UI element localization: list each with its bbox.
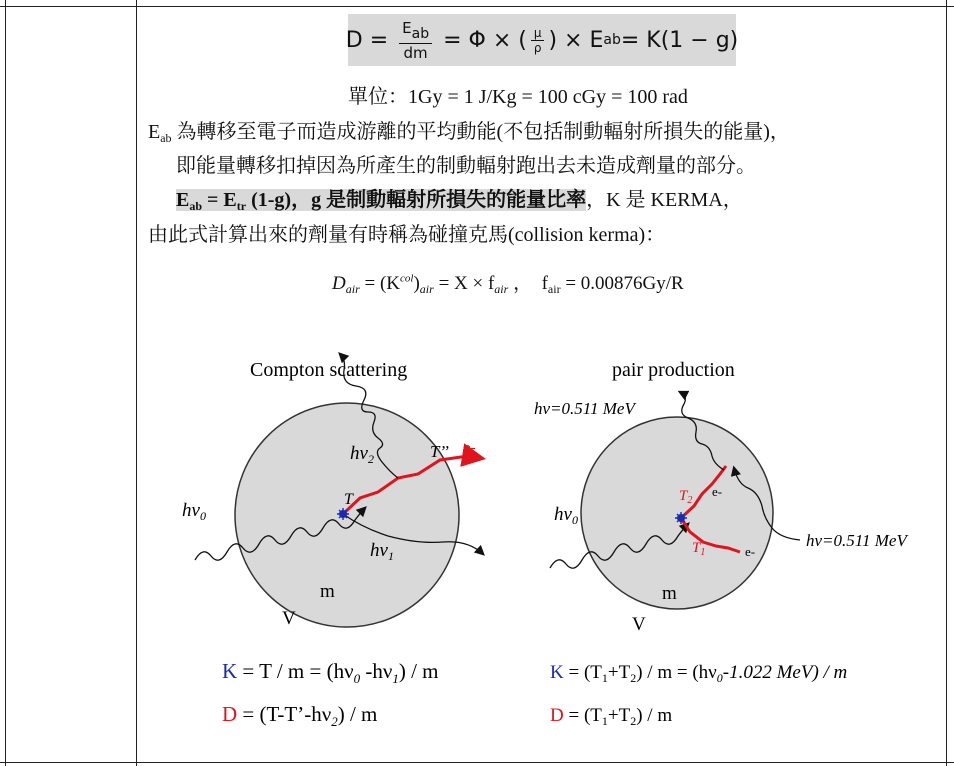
dose-equation-compton: $D = (T-T’-h\nu_2) / m$ — [222, 702, 378, 729]
compton-volume-circle — [235, 403, 459, 627]
label-hv1: $h\nu_1$ — [370, 540, 394, 563]
kerma-equation-compton: $K = T / m = (h\nu_0$ $-h\nu_1$) / m — [222, 659, 439, 686]
pair-volume-circle — [581, 417, 773, 609]
eab-equation-highlight: $E_{ab} = E_{tr}$ (1-g)，g 是制動輻射所損失的能量比率 — [176, 189, 587, 213]
label-T: T — [344, 491, 353, 508]
label-electron-compton: e- — [464, 440, 476, 456]
frac-num: E — [402, 18, 412, 37]
label-m-right: m — [662, 583, 677, 604]
label-T-double-prime: T’’ — [430, 442, 449, 461]
label-electron-lower: e- — [745, 544, 756, 559]
dair-formula: $D_{air} = (K^{col})_{air} = X \times f_{air}$ ， $f_{air} = 0.00876Gy/R$ — [332, 272, 684, 296]
formula-rhs: ) × E — [548, 27, 604, 53]
label-hv0-left: $h\nu_0$ — [182, 500, 206, 523]
eab-text: 為轉移至電子而造成游離的平均動能(不包括制動輻射所損失的能量)， — [171, 121, 790, 143]
compton-title: Compton scattering — [250, 359, 408, 381]
pair-title: pair production — [612, 359, 735, 381]
formula-tail: = K(1 − g) — [620, 27, 739, 53]
eab-sub: ab — [160, 131, 172, 145]
unit-line: 單位：1Gy = 1 J/Kg = 100 cGy = 100 rad — [348, 86, 688, 108]
label-hv-0511-right: hν=0.511 MeV — [806, 531, 907, 550]
dose-formula: D = $\frac{\text{Eab}}{dm}$ = Φ × ( $\frac{\mu}{\rho}$ ) × E ab = K(1 − g) — [345, 18, 739, 62]
label-hv2: $h\nu_2$ — [350, 443, 374, 466]
collision-kerma-line: 由此式計算出來的劑量有時稱為碰撞克馬(collision kerma)： — [148, 224, 666, 246]
label-T1: $T_1$ — [692, 540, 706, 558]
label-V-left: V — [282, 608, 296, 629]
label-hv-0511-top: hν=0.511 MeV — [534, 399, 635, 418]
label-m-left: m — [320, 581, 335, 602]
label-V-right: V — [632, 614, 646, 635]
formula-lhs: D — [345, 27, 363, 53]
eab-symbol: E — [148, 121, 161, 143]
kerma-text: ，K 是 KERMA， — [586, 189, 743, 211]
frac2-num: μ — [531, 26, 545, 41]
frac-num-sub: ab — [411, 25, 430, 42]
explain-line: 即能量轉移扣掉因為所產生的制動輻射跑出去未造成劑量的部分。 — [176, 155, 756, 177]
frac-den: dm — [403, 43, 428, 62]
label-electron-upper: e- — [712, 484, 723, 499]
frac2-den: ρ — [533, 40, 542, 55]
formula-mid: = Φ × ( — [443, 27, 527, 53]
label-T2: $T_2$ — [679, 488, 693, 506]
dose-equation-pair: $D = (T_1+T_2) / m$ — [550, 705, 673, 728]
formula-rhs-sub: ab — [603, 32, 621, 48]
kerma-equation-pair: $K = (T_1+T_2) / m = (h\nu_0-1.022$ MeV) / m — [550, 662, 848, 685]
label-hv0-right: $h\nu_0$ — [554, 504, 578, 527]
